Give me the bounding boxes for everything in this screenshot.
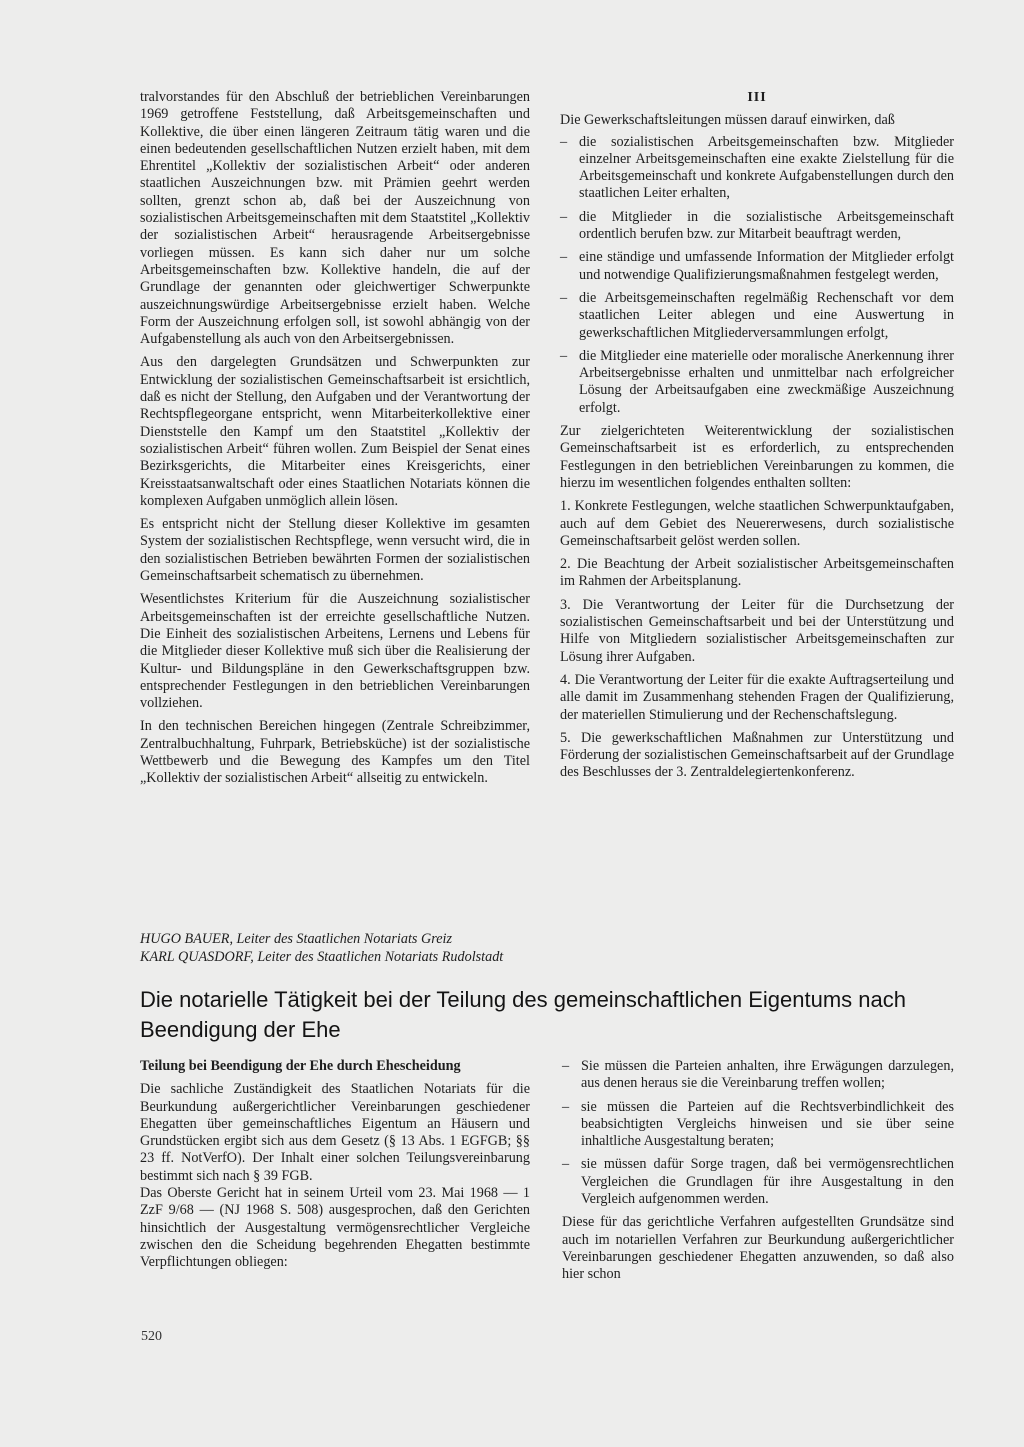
- dash-list: [562, 1058, 954, 1208]
- list-item: 2. Die Beachtung der Arbeit sozialistischer Arbeitsgemeinschaften im Rahmen der Arbeitsplanung.: [560, 556, 954, 590]
- paragraph: Wesentlichstes Kriterium für die Auszeichnung sozialistischer Arbeitsgemeinschaften ist der erreichte gesellschaftliche Nutzen. Die Einheit des sozialistischen Arbeitens, Lernens und Lebens für die Mitglieder dieser Kollektive muß sich über die Realisierung der Kultur- und Bildungspläne in den Gewerkschaftsgruppen bzw. entsprechender Festlegungen in den betrieblichen Vereinbarungen vollziehen.: [140, 591, 530, 712]
- left-column-lower: [140, 1058, 530, 1278]
- author-line: KARL QUASDORF, Leiter des Staatlichen Notariats Rudolstadt: [140, 948, 504, 965]
- list-item: 4. Die Verantwortung der Leiter für die exakte Auftragserteilung und alle damit im Zusammenhang stehenden Fragen der Qualifizierung, der materiellen Stimulierung und der Rechenschaftslegung.: [560, 671, 954, 723]
- paragraph: Aus den dargelegten Grundsätzen und Schwerpunkten zur Entwicklung der sozialistischen Gemeinschaftsarbeit ist ersichtlich, daß es nicht der Stellung, den Aufgaben und der Verantwortung der Rechtspflegeorgane entspricht, wenn Mitarbeiterkollektive einer Dienststelle den Kampf um den Staatstitel „Kollektiv der sozialistischen Arbeit“ führen wollen. Zum Beispiel der Senat eines Bezirksgerichts, die Mitarbeiter eines Kreisgerichts, einer Kreisstaatsanwaltschaft oder eines Staatlichen Notariats können die komplexen Aufgaben unmöglich allein lösen.: [140, 354, 530, 509]
- list-item: – die Mitglieder eine materielle oder moralische Anerkennung ihrer Arbeitsergebnisse erhalten und unmittelbar nach erfolgreicher Lösung der Arbeitsaufgaben eine zweckmäßige Auszeichnung erfolgt.: [560, 348, 954, 417]
- right-column-lower: [562, 1058, 954, 1290]
- subheading: Teilung bei Beendigung der Ehe durch Ehescheidung: [140, 1058, 461, 1074]
- paragraph: In den technischen Bereichen hingegen (Zentrale Schreibzimmer, Zentralbuchhaltung, Fuhrpark, Betriebsküche) ist der sozialistische Wettbewerb und die Bewegung des Kampfes um den Titel „Kollektiv der sozialistischen Arbeit“ allseitig zu entwickeln.: [140, 718, 530, 787]
- list-item: – die Arbeitsgemeinschaften regelmäßig Rechenschaft vor dem staatlichen Leiter ablegen und eine Auswertung in gewerkschaftlichen Mitgliederversammlungen erfolgt,: [560, 290, 954, 342]
- dash-list: [560, 134, 954, 417]
- paragraph: Zur zielgerichteten Weiterentwicklung der sozialistischen Gemeinschaftsarbeit ist es erforderlich, zu entsprechenden Festlegungen in den betrieblichen Vereinbarungen zu kommen, die hierzu im wesentlichen folgendes enthalten sollten:: [560, 423, 954, 491]
- paragraph: tralvorstandes für den Abschluß der betrieblichen Vereinbarungen 1969 getroffene Feststellung, daß Arbeitsgemeinschaften und Kollektive, die über einen längeren Zeitraum tätig waren und die einen bedeutenden gesellschaftlichen Nutzen erzielt haben, mit dem Ehrentitel „Kollektiv der sozialistischen Arbeit“ oder anderen staatlichen Auszeichnungen bzw. mit Prämien geehrt werden sollten, grenzt schon ab, daß bei der Auszeichnung von sozialistischen Arbeitsgemeinschaften mit dem Staatstitel „Kollektiv der sozialistischen Arbeit“ herausragende Arbeitsergebnisse vorliegen müssen. Es kann sich daher nur um solche Arbeitsgemeinschaften bzw. Kollektive handeln, die auf der Grundlage der genannten oder gleichwertiger Schwerpunkte auszeichnungswürdige Arbeitsergebnisse erzielt haben. Welche Form der Auszeichnung erfolgen soll, ist sowohl abhängig von der Aufgabenstellung als auch von den Arbeitsergebnissen.: [140, 89, 530, 348]
- paragraph: Diese für das gerichtliche Verfahren aufgestellten Grundsätze sind auch im notariellen Verfahren zur Beurkundung außergerichtlicher Vereinbarungen geschiedener Ehegatten anzuwenden, so daß also hier schon: [562, 1214, 954, 1283]
- page-number: 520: [141, 1329, 162, 1344]
- paragraph: Das Oberste Gericht hat in seinem Urteil vom 23. Mai 1968 — 1 ZzF 9/68 — (NJ 1968 S. 508) ausgesprochen, daß den Gerichten hinsichtlich der Ausgestaltung vermögensrechtlicher Vergleiche zwischen den die Scheidung begehrenden Ehegatten bestimmte Verpflichtungen obliegen:: [140, 1185, 530, 1271]
- paragraph: Die Gewerkschaftsleitungen müssen darauf einwirken, daß: [560, 112, 895, 129]
- list-item: – sie müssen dafür Sorge tragen, daß bei vermögensrechtlichen Vergleichen die Grundlagen für ihre Ausgestaltung in den Vergleich aufgenommen werden.: [562, 1156, 954, 1208]
- list-item: 5. Die gewerkschaftlichen Maßnahmen zur Unterstützung und Förderung der sozialistischen Gemeinschaftsarbeit auf der Grundlage des Beschlusses der 3. Zentraldelegiertenkonferenz.: [560, 729, 954, 781]
- list-item: 3. Die Verantwortung der Leiter für die Durchsetzung der sozialistischen Gemeinschaftsarbeit und bei der Unterstützung und Hilfe von Mitgliedern sozialistischer Arbeitsgemeinschaften zur Lösung ihrer Aufgaben.: [560, 596, 954, 665]
- list-item: 1. Konkrete Festlegungen, welche staatlichen Schwerpunktaufgaben, auch auf dem Gebiet des Neuererwesens, durch sozialistische Gemeinschaftsarbeit gelöst werden sollen.: [560, 498, 954, 549]
- author-line: HUGO BAUER, Leiter des Staatlichen Notariats Greiz: [140, 931, 452, 947]
- right-column-upper: [560, 89, 954, 788]
- list-item: – die sozialistischen Arbeitsgemeinschaften bzw. Mitglieder einzelner Arbeitsgemeinschaften eine exakte Zielstellung für die Arbeitsgemeinschaft und konkrete Aufgabenstellungen durch den staatlichen Leiter erhalten,: [560, 134, 954, 203]
- paragraph: Es entspricht nicht der Stellung dieser Kollektive im gesamten System der sozialistischen Rechtspflege, wenn versucht wird, die in den sozialistischen Betrieben bewährten Formen der sozialistischen Gemeinschaftsarbeit schematisch zu übernehmen.: [140, 516, 530, 585]
- paragraph: Die sachliche Zuständigkeit des Staatlichen Notariats für die Beurkundung außergerichtlicher Vereinbarungen geschiedener Ehegatten über gemeinschaftliches Eigentum an Häusern und Grundstücken ergibt sich aus dem Gesetz (§ 13 Abs. 1 EGFGB; §§ 23 ff. NotVerfO). Der Inhalt einer solchen Teilungsvereinbarung bestimmt sich nach § 39 FGB.: [140, 1081, 530, 1184]
- list-item: – eine ständige und umfassende Information der Mitglieder erfolgt und notwendige Qualifizierungsmaßnahmen festgelegt werden,: [560, 249, 954, 284]
- section-heading: III: [747, 90, 767, 105]
- author-byline: [140, 931, 740, 966]
- list-item: – die Mitglieder in die sozialistische Arbeitsgemeinschaft ordentlich berufen bzw. zur Mitarbeit beauftragt werden,: [560, 209, 954, 244]
- numbered-list: [560, 498, 954, 781]
- left-column-upper: [140, 89, 530, 794]
- article-headline: Die notarielle Tätigkeit bei der Teilung des gemeinschaftlichen Eigentums nach Beendigung der Ehe: [140, 987, 906, 1042]
- list-item: – Sie müssen die Parteien anhalten, ihre Erwägungen darzulegen, aus denen heraus sie die Vereinbarung treffen wollen;: [562, 1058, 954, 1093]
- list-item: – sie müssen die Parteien auf die Rechtsverbindlichkeit des beabsichtigten Vergleichs hinweisen und sie über seine inhaltliche Ausgestaltung beraten;: [562, 1099, 954, 1151]
